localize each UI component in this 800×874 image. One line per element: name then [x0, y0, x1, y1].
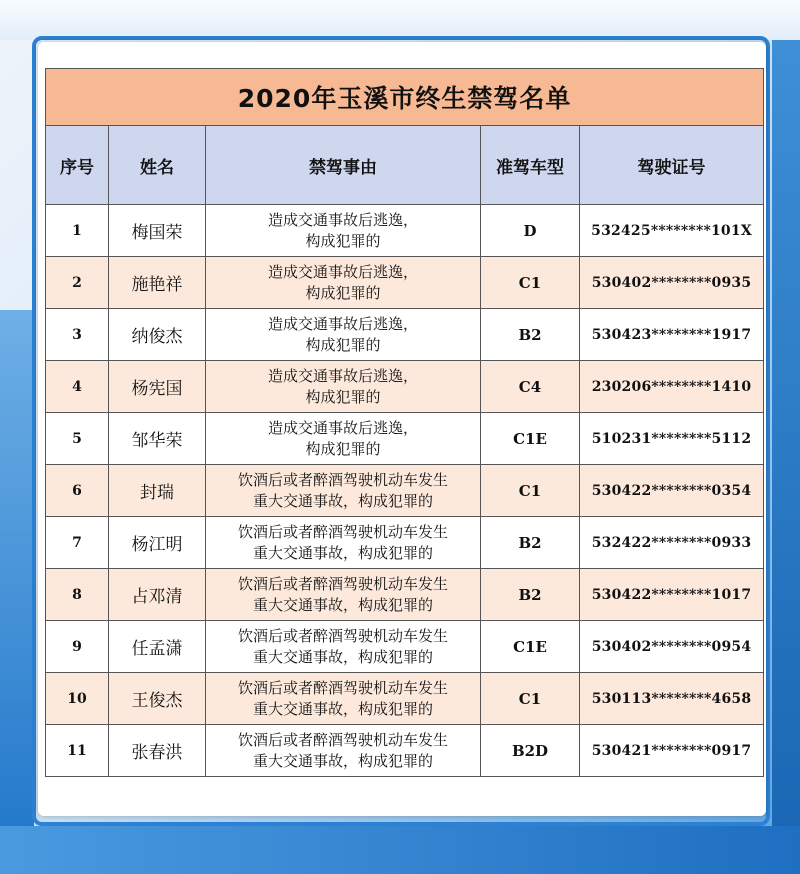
license-no-cell: 510231********5112 [580, 413, 764, 465]
reason-line-1: 造成交通事故后逃逸， [267, 262, 418, 281]
reason-cell [206, 361, 481, 413]
table-row [46, 205, 764, 257]
seq-cell: 5 [46, 413, 109, 465]
table-title: 2020年玉溪市终生禁驾名单 [46, 69, 764, 126]
license-no-cell: 532425********101X [580, 205, 764, 257]
reason-line-1: 饮酒后或者醉酒驾驶机动车发生 [237, 522, 448, 541]
reason-line-2: 构成犯罪的 [305, 231, 381, 250]
reason-line-1: 饮酒后或者醉酒驾驶机动车发生 [237, 470, 448, 489]
reason-line-2: 重大交通事故，构成犯罪的 [252, 751, 433, 770]
reason-line-1: 造成交通事故后逃逸， [267, 366, 418, 385]
reason-cell [206, 673, 481, 725]
table-row [46, 517, 764, 569]
seq-cell: 6 [46, 465, 109, 517]
header-reason: 禁驾事由 [206, 126, 481, 205]
license-type-cell: C1E [481, 413, 580, 465]
header-license-no: 驾驶证号 [580, 126, 764, 205]
license-type-cell: C1 [481, 465, 580, 517]
name-cell: 杨江明 [109, 517, 206, 569]
name-cell: 施艳祥 [109, 257, 206, 309]
reason-cell [206, 569, 481, 621]
license-type-cell: C4 [481, 361, 580, 413]
seq-cell: 3 [46, 309, 109, 361]
table-row [46, 257, 764, 309]
name-cell: 封瑞 [109, 465, 206, 517]
seq-cell: 1 [46, 205, 109, 257]
license-no-cell: 530113********4658 [580, 673, 764, 725]
table-row [46, 413, 764, 465]
name-cell: 占邓清 [109, 569, 206, 621]
top-band [0, 0, 800, 40]
reason-cell [206, 465, 481, 517]
reason-line-2: 构成犯罪的 [305, 439, 381, 458]
license-type-cell: C1 [481, 257, 580, 309]
reason-line-1: 饮酒后或者醉酒驾驶机动车发生 [237, 574, 448, 593]
left-decor-stripe [0, 310, 34, 874]
license-no-cell: 530402********0954 [580, 621, 764, 673]
reason-line-1: 饮酒后或者醉酒驾驶机动车发生 [237, 730, 448, 749]
table-row [46, 361, 764, 413]
reason-cell [206, 517, 481, 569]
reason-line-2: 重大交通事故，构成犯罪的 [252, 647, 433, 666]
reason-line-1: 造成交通事故后逃逸， [267, 418, 418, 437]
reason-line-1: 造成交通事故后逃逸， [267, 210, 418, 229]
reason-line-2: 重大交通事故，构成犯罪的 [252, 543, 433, 562]
table-row [46, 465, 764, 517]
table-body [46, 205, 764, 777]
reason-cell [206, 309, 481, 361]
reason-cell [206, 621, 481, 673]
reason-line-2: 构成犯罪的 [305, 283, 381, 302]
seq-cell: 4 [46, 361, 109, 413]
license-no-cell: 532422********0933 [580, 517, 764, 569]
reason-line-1: 造成交通事故后逃逸， [267, 314, 418, 333]
license-type-cell: D [481, 205, 580, 257]
seq-cell: 8 [46, 569, 109, 621]
reason-cell [206, 725, 481, 777]
reason-cell [206, 413, 481, 465]
header-license-type: 准驾车型 [481, 126, 580, 205]
header-name: 姓名 [109, 126, 206, 205]
table-row [46, 621, 764, 673]
name-cell: 杨宪国 [109, 361, 206, 413]
name-cell: 王俊杰 [109, 673, 206, 725]
table-row [46, 309, 764, 361]
table-row [46, 725, 764, 777]
license-no-cell: 530422********0354 [580, 465, 764, 517]
seq-cell: 9 [46, 621, 109, 673]
header-seq: 序号 [46, 126, 109, 205]
license-no-cell: 530402********0935 [580, 257, 764, 309]
license-type-cell: C1E [481, 621, 580, 673]
reason-line-2: 重大交通事故，构成犯罪的 [252, 595, 433, 614]
reason-line-2: 构成犯罪的 [305, 335, 381, 354]
name-cell: 任孟潇 [109, 621, 206, 673]
name-cell: 梅国荣 [109, 205, 206, 257]
name-cell: 张春洪 [109, 725, 206, 777]
ban-list-table [45, 68, 764, 777]
reason-line-1: 饮酒后或者醉酒驾驶机动车发生 [237, 626, 448, 645]
seq-cell: 10 [46, 673, 109, 725]
license-no-cell: 530421********0917 [580, 725, 764, 777]
seq-cell: 2 [46, 257, 109, 309]
reason-cell [206, 205, 481, 257]
license-no-cell: 530423********1917 [580, 309, 764, 361]
seq-cell: 7 [46, 517, 109, 569]
reason-line-2: 重大交通事故，构成犯罪的 [252, 699, 433, 718]
seq-cell: 11 [46, 725, 109, 777]
license-no-cell: 530422********1017 [580, 569, 764, 621]
bottom-decor-band [0, 826, 800, 874]
license-type-cell: C1 [481, 673, 580, 725]
name-cell: 邹华荣 [109, 413, 206, 465]
license-type-cell: B2 [481, 517, 580, 569]
reason-line-2: 构成犯罪的 [305, 387, 381, 406]
table-row [46, 673, 764, 725]
table-row [46, 569, 764, 621]
license-type-cell: B2D [481, 725, 580, 777]
right-decor-stripe [772, 40, 800, 874]
reason-cell [206, 257, 481, 309]
license-type-cell: B2 [481, 569, 580, 621]
reason-line-2: 重大交通事故，构成犯罪的 [252, 491, 433, 510]
license-no-cell: 230206********1410 [580, 361, 764, 413]
name-cell: 纳俊杰 [109, 309, 206, 361]
reason-line-1: 饮酒后或者醉酒驾驶机动车发生 [237, 678, 448, 697]
license-type-cell: B2 [481, 309, 580, 361]
